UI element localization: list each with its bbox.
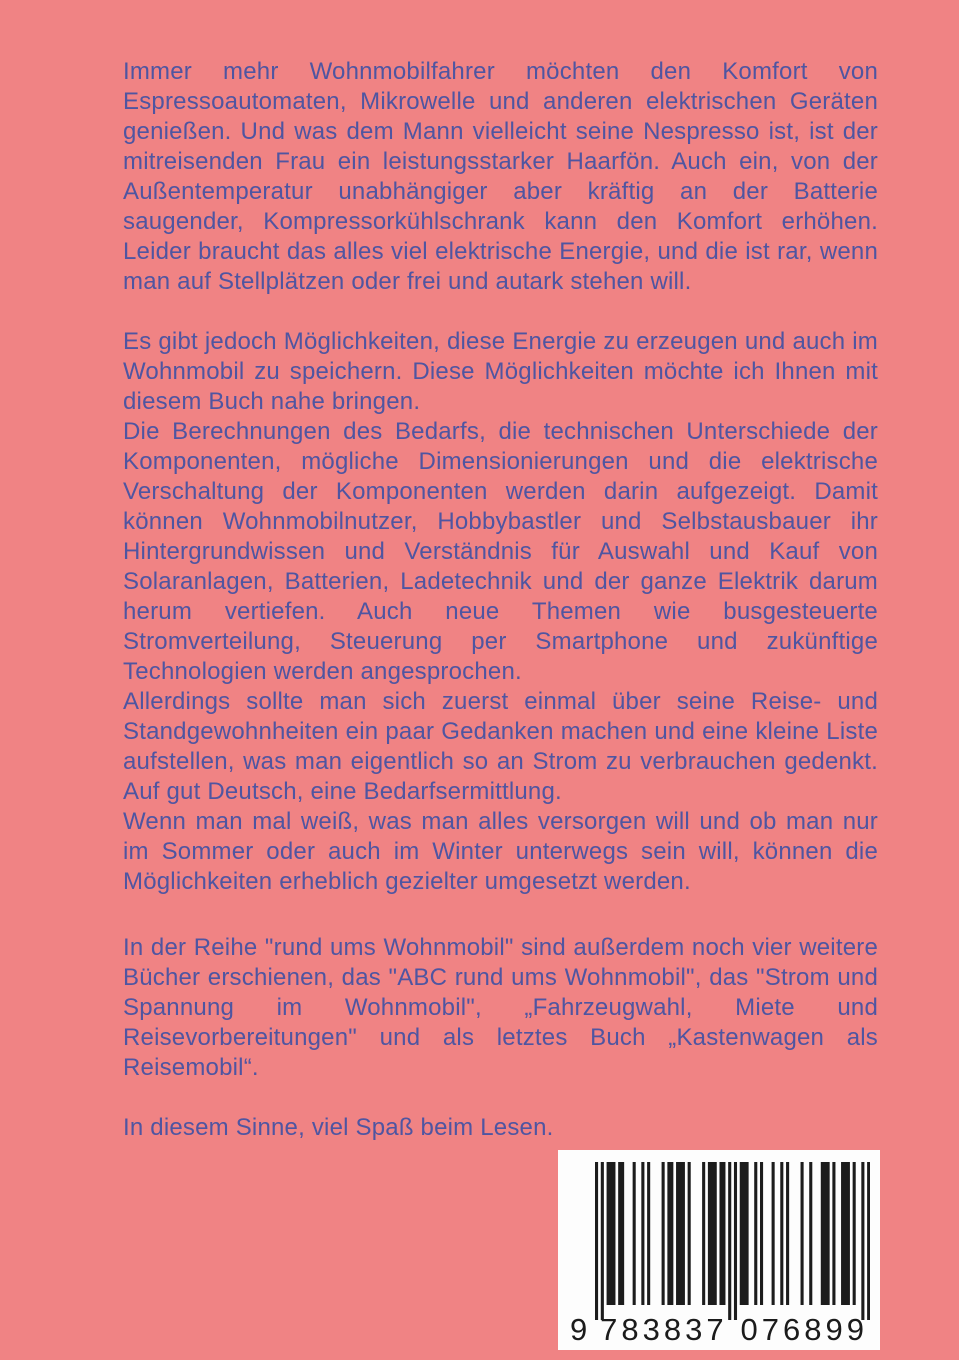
blurb-text (123, 57, 878, 1143)
isbn-lead-digit: 9 (570, 1312, 588, 1347)
paragraph-seasons: Wenn man mal weiß, was man alles versorgen will und ob man nur im Sommer oder auch im Winter unterwegs sein will, können die Möglichkeiten erheblich gezielter umgesetzt werden. (123, 808, 878, 895)
isbn-barcode (558, 1150, 880, 1350)
paragraph-calculations: Die Berechnungen des Bedarfs, die technischen Unterschiede der Komponenten, mögliche Dimensionierungen und die elektrische Verschaltung der Komponenten werden darin aufgezeigt. Damit können Wohnmobilnutzer, Hobbybastler und Selbstausbauer ihr Hintergrundwissen und Verständnis für Auswahl und Kauf von Solaranlagen, Batterien, Ladetechnik und der ganze Elektrik darum herum vertiefen. Auch neue Themen wie busgesteuerte Stromverteilung, Steuerung per Smartphone und zukünftige Technologien werden angesprochen. (123, 418, 878, 685)
paragraph-habits: Allerdings sollte man sich zuerst einmal über seine Reise- und Standgewohnheiten ein paar Gedanken machen und eine kleine Liste aufstellen, was man eigentlich so an Strom zu verbrauchen gedenkt. Auf gut Deutsch, eine Bedarfsermittlung. (123, 688, 878, 805)
paragraph-closing: In diesem Sinne, viel Spaß beim Lesen. (123, 1114, 554, 1141)
barcode-bars (595, 1162, 870, 1320)
paragraph-intro: Immer mehr Wohnmobilfahrer möchten den Komfort von Espressoautomaten, Mikrowelle und anderen elektrischen Geräten genießen. Und was dem Mann vielleicht seine Nespresso ist, ist der mitreisenden Frau ein leistungsstarker Haarfön. Auch ein, von der Außentemperatur unabhängiger aber kräftig an der Batterie saugender, Kompressorkühlschrank kann den Komfort erhöhen. Leider braucht das alles viel elektrische Energie, und die ist rar, wenn man auf Stellplätzen oder frei und autark stehen will. (123, 58, 878, 295)
isbn-number (570, 1314, 868, 1345)
paragraph-possibilities: Es gibt jedoch Möglichkeiten, diese Energie zu erzeugen und auch im Wohnmobil zu speichern. Diese Möglichkeiten möchte ich Ihnen mit diesem Buch nahe bringen. (123, 328, 878, 415)
paragraph-series: In der Reihe "rund ums Wohnmobil" sind außerdem noch vier weitere Bücher erschienen, das "ABC rund ums Wohnmobil", das "Strom und Spannung im Wohnmobil", „Fahrzeugwahl, Miete und Reisevorbereitungen" und als letztes Buch „Kastenwagen als Reisemobil“. (123, 934, 878, 1081)
isbn-group-2: 076899 (740, 1312, 868, 1347)
isbn-group-1: 783837 (600, 1312, 728, 1347)
